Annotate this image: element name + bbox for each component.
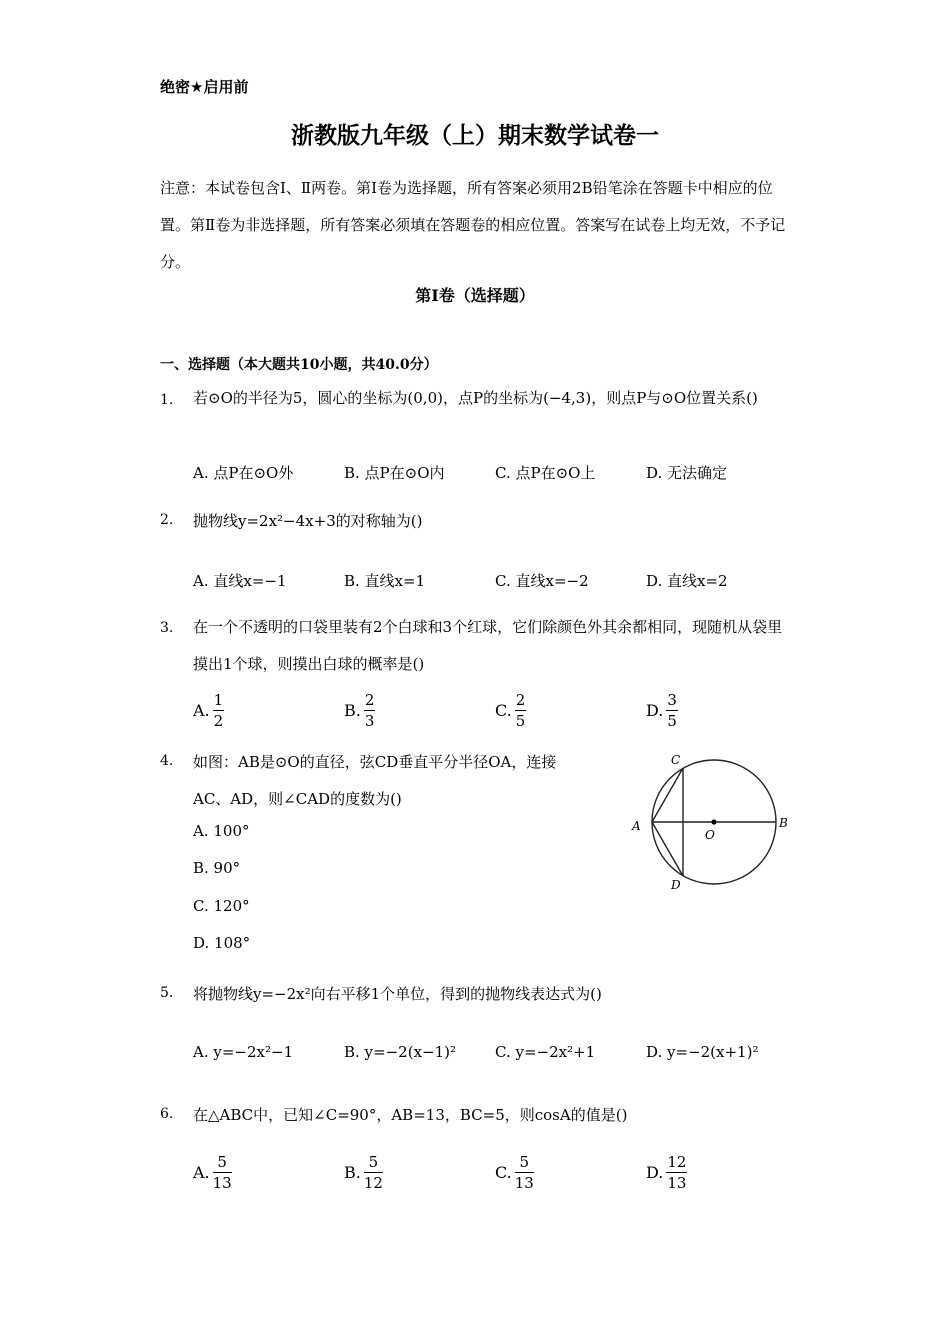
denominator: 2	[213, 712, 224, 730]
option-label: D.	[646, 1163, 664, 1182]
fraction	[213, 1152, 232, 1193]
option-b[interactable]: B. 点P在⊙O内	[344, 464, 445, 482]
fraction	[364, 1152, 383, 1193]
option-label: A.	[193, 1163, 210, 1182]
option-d[interactable]	[646, 690, 678, 731]
label-c: C	[671, 753, 681, 767]
option-b[interactable]: B. 直线x=1	[344, 572, 426, 590]
fraction	[213, 690, 225, 731]
denominator: 5	[667, 712, 677, 730]
numerator: 2	[364, 691, 375, 709]
denominator: 13	[667, 1174, 687, 1192]
option-c[interactable]: C. 120°	[193, 897, 250, 915]
segment-ad	[652, 822, 683, 876]
option-b[interactable]: B. 90°	[193, 859, 241, 877]
denominator: 12	[363, 1174, 383, 1192]
option-d[interactable]: D. 108°	[193, 934, 251, 952]
page-title: 浙教版九年级（上）期末数学试卷一	[291, 122, 659, 149]
option-a[interactable]: A. 直线x=−1	[193, 572, 287, 590]
numerator: 5	[364, 1152, 383, 1173]
option-label: D.	[646, 701, 664, 720]
option-c[interactable]: C. y=−2x²+1	[495, 1043, 596, 1061]
fraction	[666, 1152, 687, 1193]
question-number: 2.	[160, 512, 174, 528]
fraction	[364, 690, 376, 731]
label-d: D	[671, 878, 681, 892]
volume-heading: 第I卷（选择题）	[415, 286, 535, 305]
question-number: 1.	[160, 392, 174, 408]
denominator: 3	[364, 712, 375, 730]
segment-ac	[652, 768, 683, 822]
option-a[interactable]: A. 点P在⊙O外	[193, 464, 294, 482]
label-o: O	[705, 828, 715, 842]
question-number: 5.	[160, 985, 174, 1001]
option-a[interactable]: A. 100°	[193, 822, 250, 840]
option-label: C.	[495, 1163, 512, 1182]
label-a: A	[632, 819, 641, 833]
option-label: A.	[193, 701, 210, 720]
section-heading: 一、选择题（本大题共10小题，共40.0分）	[160, 357, 438, 373]
question-number: 6.	[160, 1106, 174, 1122]
option-c[interactable]	[495, 1152, 534, 1193]
question-number: 3.	[160, 620, 174, 636]
option-label: C.	[495, 701, 512, 720]
option-d[interactable]: D. 无法确定	[646, 464, 728, 482]
confidential-label: 绝密★启用前	[160, 78, 249, 96]
question-text: 在△ABC中，已知∠C=90°，AB=13，BC=5，则cosA的值是()	[193, 1106, 628, 1124]
fraction	[515, 1152, 534, 1193]
question-text: 抛物线y=2x²−4x+3的对称轴为()	[193, 512, 423, 530]
question-text: 在一个不透明的口袋里装有2个白球和3个红球，它们除颜色外其余都相同，现随机从袋里摸出1个球，则摸出白球的概率是()	[193, 618, 783, 673]
fraction	[515, 690, 527, 731]
center-point	[711, 819, 716, 824]
denominator: 13	[212, 1174, 232, 1192]
option-a[interactable]	[193, 690, 224, 731]
question-text: 若⊙O的半径为5，圆心的坐标为(0,0)，点P的坐标为(−4,3)，则点P与⊙O位置关系()	[193, 389, 758, 407]
option-b[interactable]	[344, 690, 375, 731]
question-text: 将抛物线y=−2x²向右平移1个单位，得到的抛物线表达式为()	[193, 985, 602, 1003]
question-text-line1: 如图：AB是⊙O的直径，弦CD垂直平分半径OA，连接	[193, 753, 557, 771]
option-b[interactable]: B. y=−2(x−1)²	[344, 1043, 457, 1061]
option-d[interactable]	[646, 1152, 687, 1193]
option-c[interactable]: C. 点P在⊙O上	[495, 464, 596, 482]
option-a[interactable]: A. y=−2x²−1	[193, 1043, 294, 1061]
label-b: B	[779, 816, 788, 830]
question-number: 4.	[160, 753, 174, 769]
option-d[interactable]: D. y=−2(x+1)²	[646, 1043, 759, 1061]
option-c[interactable]: C. 直线x=−2	[495, 572, 589, 590]
numerator: 5	[515, 1152, 534, 1173]
option-b[interactable]	[344, 1152, 383, 1193]
denominator: 5	[515, 712, 526, 730]
question-text-line2: AC、AD，则∠CAD的度数为()	[193, 790, 402, 808]
circle-figure	[628, 750, 798, 895]
fraction	[666, 690, 678, 731]
numerator: 3	[667, 691, 677, 709]
numerator: 12	[667, 1153, 687, 1171]
numerator: 2	[515, 691, 526, 709]
option-label: B.	[344, 1163, 361, 1182]
numerator: 5	[213, 1152, 232, 1173]
exam-notice: 注意：本试卷包含Ⅰ、Ⅱ两卷。第Ⅰ卷为选择题，所有答案必须用2B铅笔涂在答题卡中相应的位置。第Ⅱ卷为非选择题，所有答案必须填在答题卷的相应位置。答案写在试卷上均无效，不予记分。	[160, 179, 786, 271]
option-d[interactable]: D. 直线x=2	[646, 572, 728, 590]
numerator: 1	[213, 691, 224, 709]
option-label: B.	[344, 701, 361, 720]
option-c[interactable]	[495, 690, 526, 731]
option-a[interactable]	[193, 1152, 232, 1193]
denominator: 13	[514, 1174, 534, 1192]
